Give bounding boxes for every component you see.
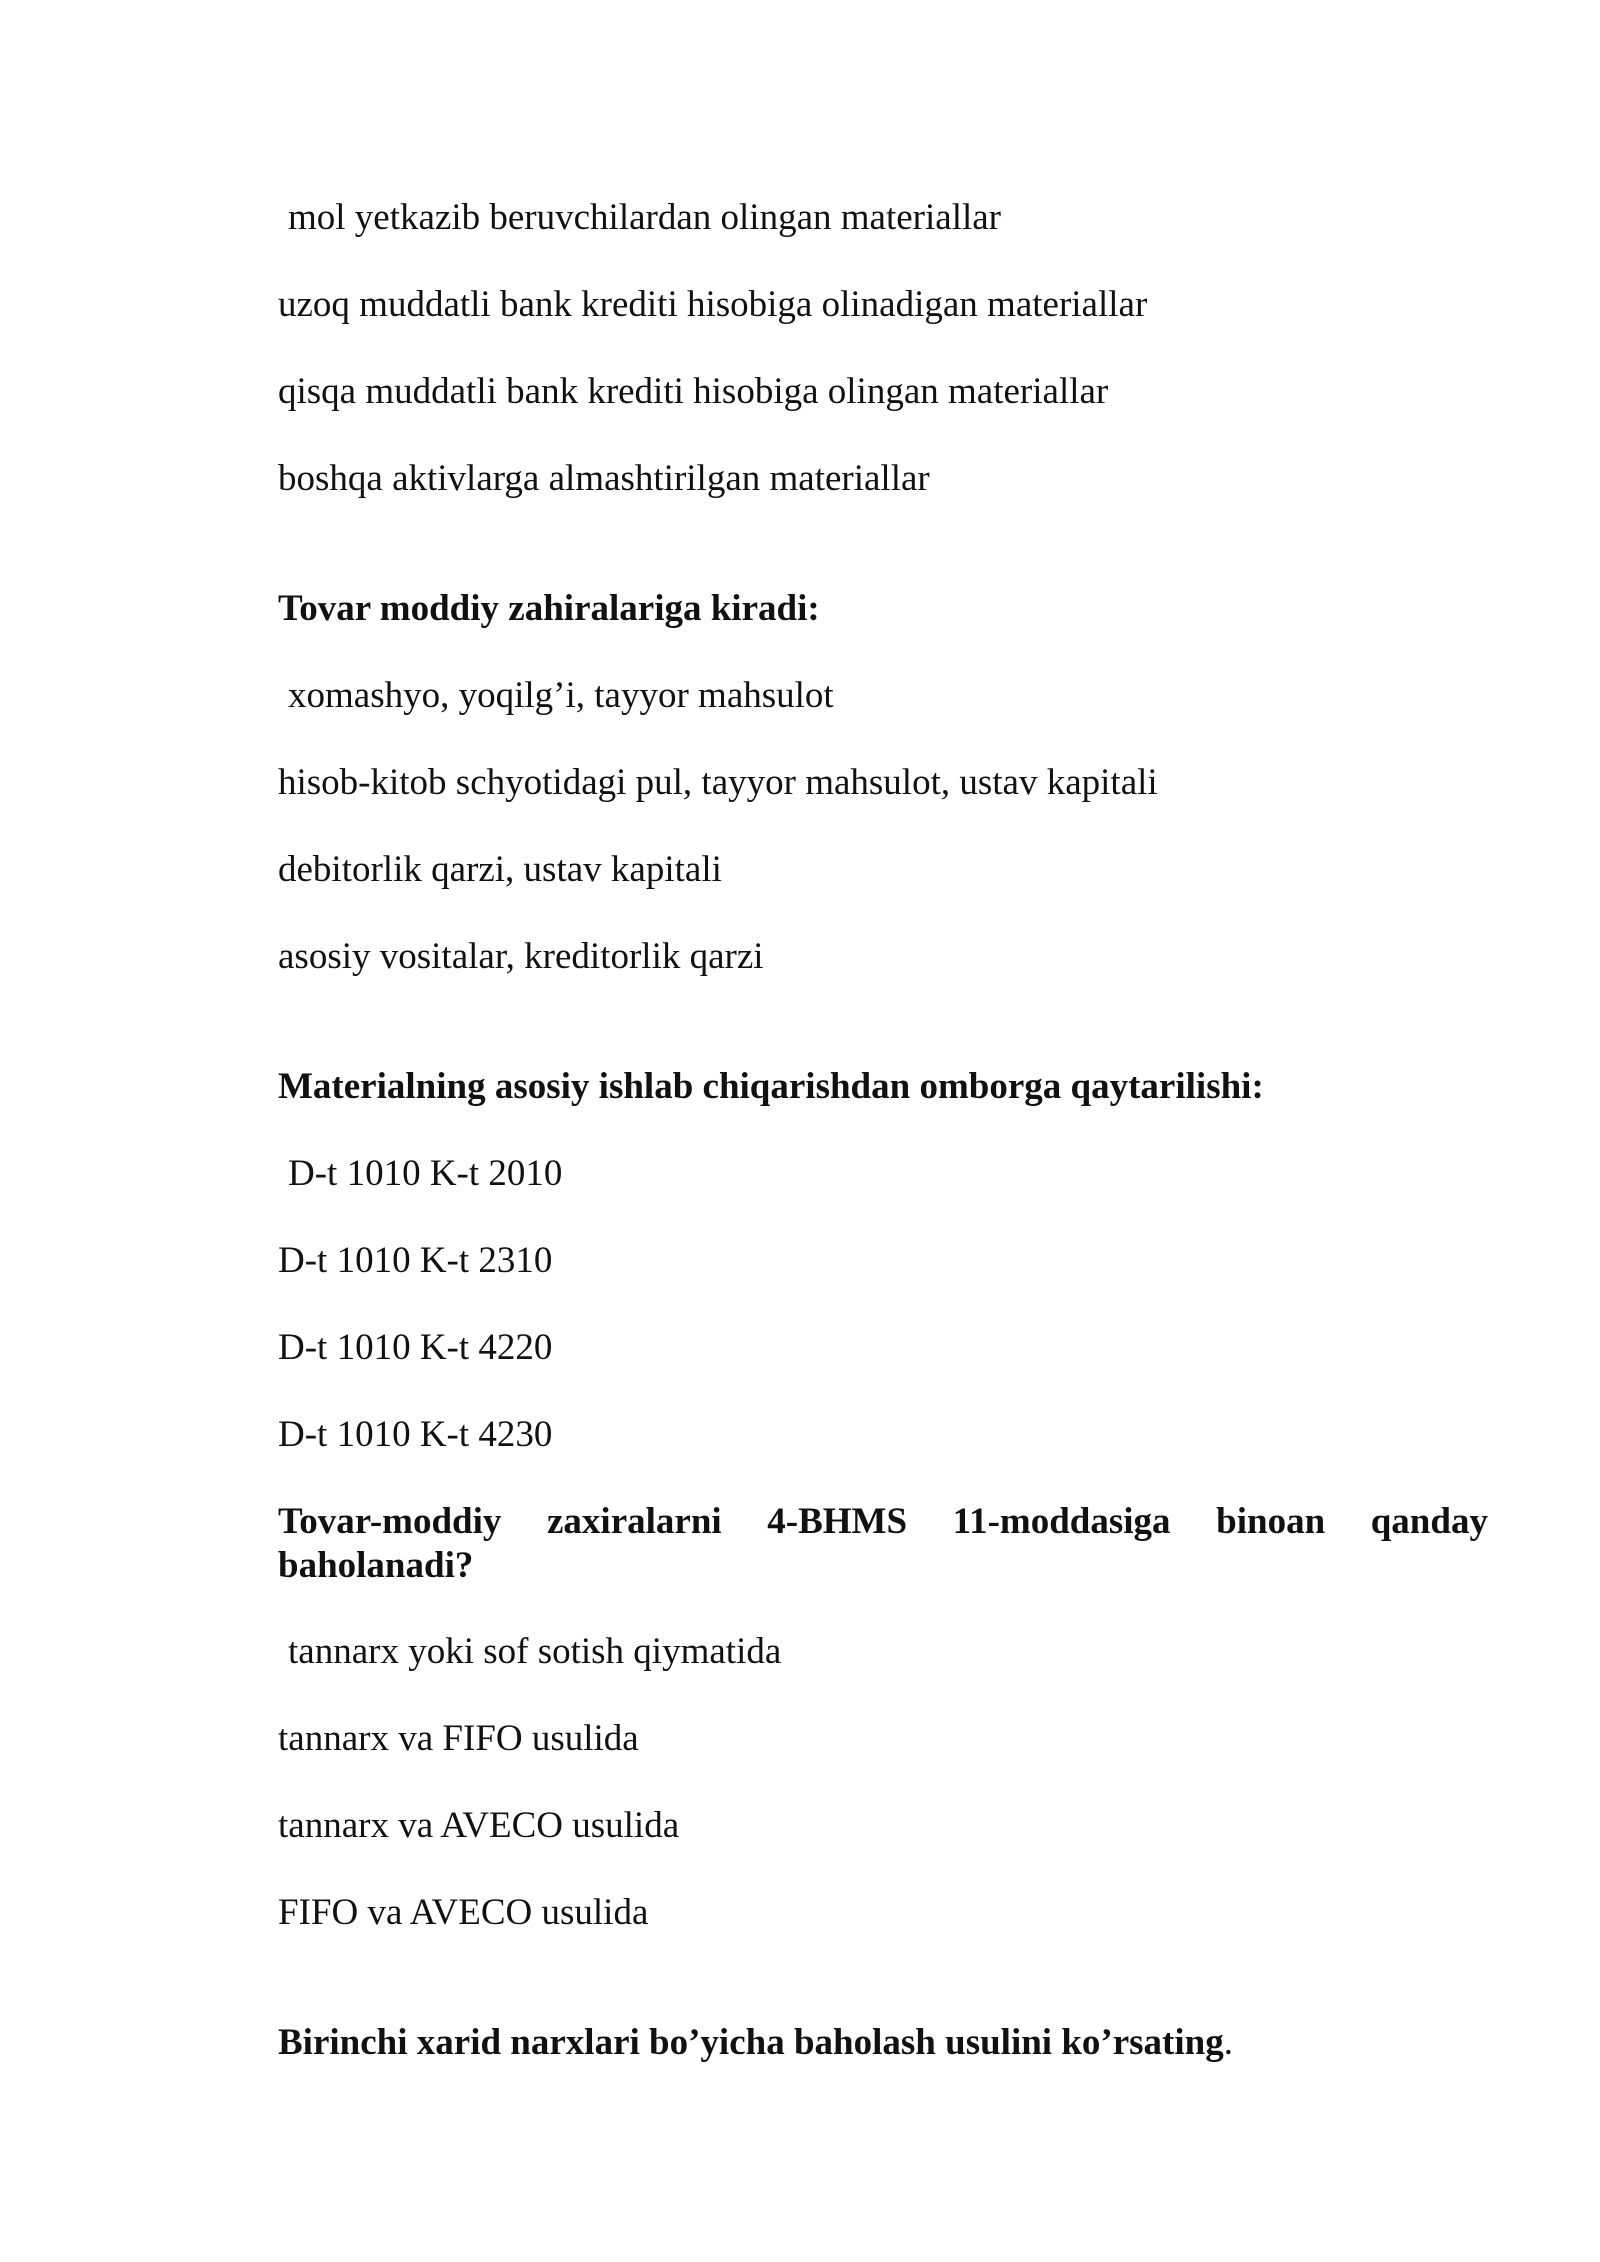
question-line-justified bbox=[278, 1500, 1488, 1544]
question-line: baholanadi? bbox=[278, 1545, 474, 1586]
question-heading bbox=[278, 1500, 1488, 1588]
question-word: zaxiralarni bbox=[547, 1501, 722, 1542]
answer-option: D-t 1010 K-t 4230 bbox=[278, 1414, 553, 1455]
question-word: 4-BHMS bbox=[767, 1501, 908, 1542]
question-word: 11-moddasiga bbox=[952, 1501, 1171, 1542]
answer-option: xomashyo, yoqilg’i, tayyor mahsulot bbox=[288, 675, 834, 716]
answer-option: asosiy vositalar, kreditorlik qarzi bbox=[278, 936, 764, 977]
answer-option: qisqa muddatli bank krediti hisobiga olingan materiallar bbox=[278, 371, 1109, 412]
question-period: . bbox=[1223, 2022, 1233, 2063]
question-heading: Materialning asosiy ishlab chiqarishdan omborga qaytarilishi: bbox=[278, 1066, 1264, 1107]
question-heading bbox=[278, 2021, 1233, 2065]
answer-option: D-t 1010 K-t 4220 bbox=[278, 1327, 553, 1368]
answer-option: D-t 1010 K-t 2010 bbox=[288, 1153, 563, 1194]
answer-option: mol yetkazib beruvchilardan olingan materiallar bbox=[288, 197, 1001, 238]
answer-option: uzoq muddatli bank krediti hisobiga olinadigan materiallar bbox=[278, 284, 1148, 325]
question-word: Tovar-moddiy bbox=[278, 1501, 502, 1542]
answer-option: debitorlik qarzi, ustav kapitali bbox=[278, 849, 722, 890]
answer-option: tannarx yoki sof sotish qiymatida bbox=[288, 1631, 782, 1672]
question-heading: Tovar moddiy zahiralariga kiradi: bbox=[278, 588, 820, 629]
answer-option: D-t 1010 K-t 2310 bbox=[278, 1240, 553, 1281]
question-text: Birinchi xarid narxlari bo’yicha baholash usulini ko’rsating bbox=[278, 2022, 1224, 2063]
answer-option: tannarx va FIFO usulida bbox=[278, 1718, 639, 1759]
answer-option: FIFO va AVECO usulida bbox=[278, 1892, 649, 1933]
question-word: binoan bbox=[1216, 1501, 1326, 1542]
answer-option: hisob-kitob schyotidagi pul, tayyor mahsulot, ustav kapitali bbox=[278, 762, 1158, 803]
answer-option: tannarx va AVECO usulida bbox=[278, 1805, 680, 1846]
answer-option: boshqa aktivlarga almashtirilgan materiallar bbox=[278, 458, 930, 499]
question-word: qanday bbox=[1370, 1501, 1488, 1542]
